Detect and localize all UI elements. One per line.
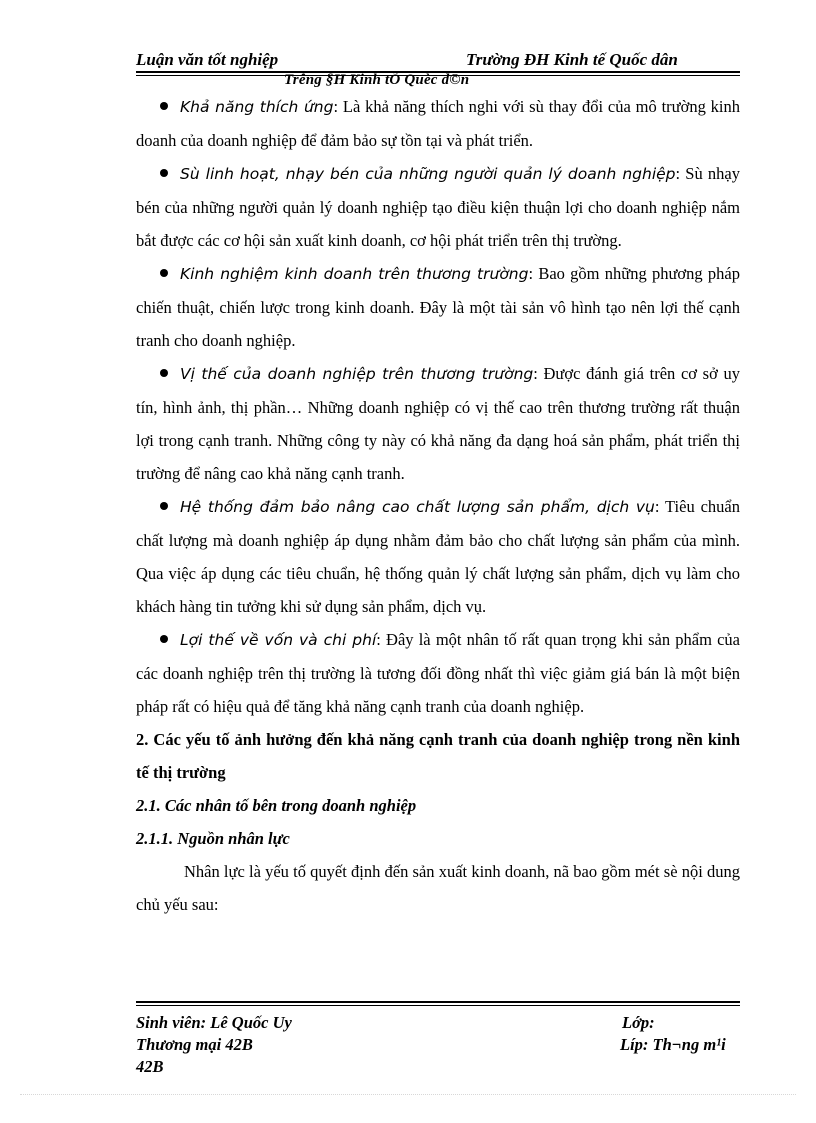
bullet-term: Khả năng thích ứng	[180, 98, 334, 116]
bullet-term: Lợi thế về vốn và chi phí	[180, 631, 377, 649]
footer-class-value: Thương mại 42B	[136, 1035, 253, 1054]
footer-tail: 42B	[136, 1057, 164, 1076]
section-heading-2-1-1: 2.1.1. Nguồn nhân lực	[136, 829, 290, 848]
bullet-dot-icon	[160, 369, 168, 377]
bullet-dot-icon	[160, 502, 168, 510]
bullet-2	[136, 157, 740, 257]
bullet-text: : Tiêu chuẩn chất lượng mà doanh nghiệp áp dụng nhằm đảm bảo cho chất lượng sản phẩm của mình. Qua việc áp dụng các tiêu chuẩn, hệ thống quản lý chất lượng sản phẩm, dịch vụ làm cho khách hàng tin tưởng khi sử dụng sản phẩm, dịch vụ.	[136, 497, 740, 616]
bullet-dot-icon	[160, 269, 168, 277]
bullet-dot-icon	[160, 635, 168, 643]
bullet-text: : Bao gồm những phương pháp chiến thuật, chiến lược trong kinh doanh. Đây là một tài sản vô hình tạo nên lợi thế cạnh tranh cho doanh nghiệp.	[136, 264, 740, 350]
footer-garbled-class: Líp: Th¬ng m¹i	[620, 1035, 726, 1054]
section-heading-2: 2. Các yếu tố ảnh hưởng đến khả năng cạnh tranh của doanh nghiệp trong nền kinh tế thị trường	[136, 730, 740, 782]
header-left: Luận văn tốt nghiệp	[136, 50, 279, 69]
bullet-term: Kinh nghiệm kinh doanh trên thương trường	[180, 265, 529, 283]
bullet-4	[136, 357, 740, 490]
bullet-term: Sù linh hoạt, nhạy bén của những người quản lý doanh nghiệp	[180, 165, 676, 183]
bullet-dot-icon	[160, 102, 168, 110]
bullet-3	[136, 257, 740, 357]
section-heading-2-1: 2.1. Các nhân tố bên trong doanh nghiệp	[136, 796, 417, 815]
bullet-dot-icon	[160, 169, 168, 177]
footer	[136, 1012, 756, 1078]
bullet-text: : Sù nhạy bén của những người quản lý doanh nghiệp tạo điều kiện thuận lợi cho doanh nghiệp nắm bắt được các cơ hội sản xuất kinh doanh, cơ hội phát triển trên thị trường.	[136, 164, 740, 250]
bullet-6	[136, 623, 740, 723]
bullet-5	[136, 490, 740, 623]
bullet-text: : Được đánh giá trên cơ sở uy tín, hình ảnh, thị phần… Những doanh nghiệp có vị thế cao trên thương trường rất thuận lợi trong cạnh tranh. Những công ty này có khả năng đa dạng hoá sản phẩm, phát triển thị trường để nâng cao khả năng cạnh tranh.	[136, 364, 740, 483]
page-bottom-dotted-line	[20, 1094, 796, 1095]
body-paragraph: Nhân lực là yếu tố quyết định đến sản xuất kinh doanh, nã bao gồm mét sè nội dung chủ yếu sau:	[136, 862, 740, 914]
bullet-1	[136, 90, 740, 157]
garbled-header-text: Trêng §H Kinh tÕ Quèc d©n	[284, 72, 470, 88]
bullet-term: Vị thế của doanh nghiệp trên thương trường	[180, 365, 534, 383]
footer-rule	[136, 1001, 740, 1003]
bullet-term: Hệ thống đảm bảo nâng cao chất lượng sản phẩm, dịch vụ	[180, 498, 655, 516]
bullet-text: : Là khả năng thích nghi với sù thay đổi của mô trường kinh doanh của doanh nghiệp để đảm bảo sự tồn tại và phát triển.	[136, 97, 740, 150]
header-right: Trường ĐH Kinh tế Quốc dân	[466, 50, 678, 69]
document-body	[136, 90, 740, 921]
bullet-text: : Đây là một nhân tố rất quan trọng khi sản phẩm của các doanh nghiệp trên thị trường là tương đối đồng nhất thì việc giảm giá bán là một biện pháp rất có hiệu quả để tăng khả năng cạnh tranh của doanh nghiệp.	[136, 630, 741, 716]
footer-rule-thin	[136, 1005, 740, 1006]
footer-student: Sinh viên: Lê Quốc Uy	[136, 1013, 292, 1032]
footer-class-label: Lớp:	[622, 1013, 655, 1032]
